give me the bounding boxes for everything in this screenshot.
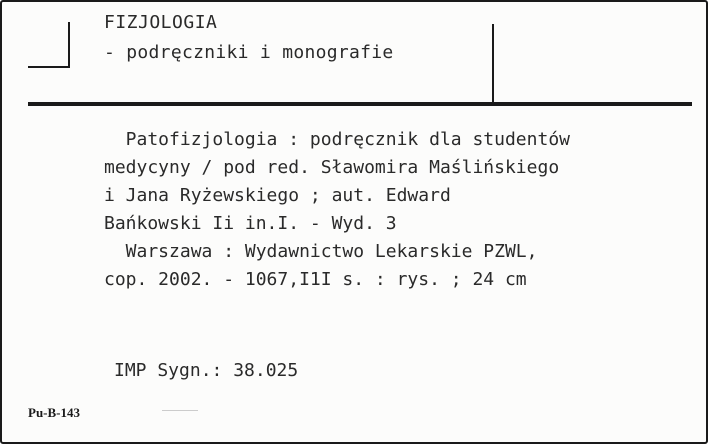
bibliographic-description bbox=[104, 126, 694, 294]
description-line: Bańkowski Ii in.I. - Wyd. 3 bbox=[104, 213, 397, 234]
header-divider-vertical bbox=[492, 24, 494, 102]
subject-heading: FIZJOLOGIA bbox=[104, 12, 218, 33]
description-line: cop. 2002. - 1067,I1I s. : rys. ; 24 cm bbox=[104, 269, 527, 290]
faint-mark bbox=[162, 410, 198, 411]
card-stamp: Pu-B-143 bbox=[28, 405, 80, 420]
description-line: Patofizjologia : podręcznik dla studentów bbox=[104, 129, 570, 150]
description-line: i Jana Ryżewskiego ; aut. Edward bbox=[104, 185, 451, 206]
subject-subheading: - podręczniki i monografie bbox=[104, 42, 394, 63]
corner-mark-horizontal bbox=[28, 66, 70, 68]
call-number: IMP Sygn.: 38.025 bbox=[114, 360, 299, 381]
header-rule bbox=[28, 102, 692, 106]
description-line: Warszawa : Wydawnictwo Lekarskie PZWL, bbox=[104, 241, 538, 262]
corner-mark-vertical bbox=[68, 22, 70, 68]
description-line: medycyny / pod red. Sławomira Maślińskiego bbox=[104, 157, 560, 178]
